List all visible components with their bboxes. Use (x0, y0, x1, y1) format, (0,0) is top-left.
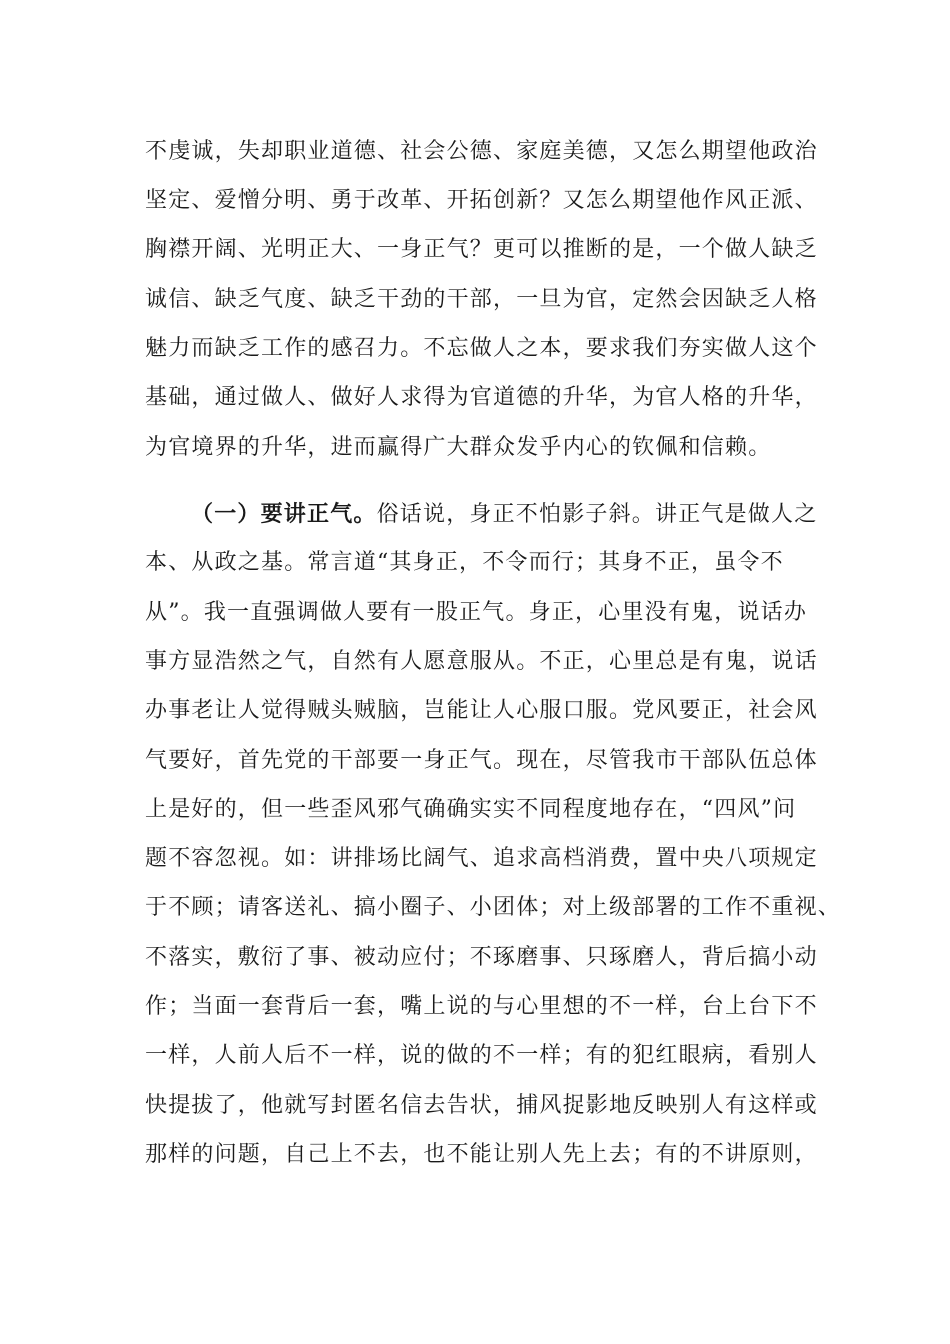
paragraph2-line-2: 本、从政之基。常言道“其身正，不令而行；其身不正，虽令不 (145, 550, 784, 575)
paragraph2-line-9: 于不顾；请客送礼、搞小圈子、小团体；对上级部署的工作不重视、 (145, 895, 842, 920)
paragraph1-line-7: 为官境界的升华，进而赢得广大群众发乎内心的钦佩和信赖。 (145, 435, 772, 460)
paragraph2-line-5: 办事老让人觉得贼头贼脑，岂能让人心服口服。党风要正，社会风 (145, 698, 818, 723)
paragraph2-line-6: 气要好，首先党的干部要一身正气。现在，尽管我市干部队伍总体 (145, 748, 818, 773)
paragraph2-line-4: 事方显浩然之气，自然有人愿意服从。不正，心里总是有鬼，说话 (145, 649, 818, 674)
paragraph2-line-1 (191, 494, 817, 534)
paragraph2-line-8: 题不容忽视。如：讲排场比阔气、追求高档消费，置中央八项规定 (145, 846, 818, 871)
paragraph1-line-1: 不虔诚，失却职业道德、社会公德、家庭美德，又怎么期望他政治 (145, 139, 818, 164)
paragraph1-line-2: 坚定、爱憎分明、勇于改革、开拓创新？又怎么期望他作风正派、 (145, 188, 818, 213)
section-heading: （一）要讲正气。 (191, 501, 377, 527)
paragraph2-line-11: 作；当面一套背后一套，嘴上说的与心里想的不一样，台上台下不 (145, 994, 818, 1019)
paragraph2-line-14: 那样的问题，自己上不去，也不能让别人先上去；有的不讲原则， (145, 1142, 818, 1167)
paragraph1-line-6: 基础，通过做人、做好人求得为官道德的升华，为官人格的升华， (145, 385, 818, 410)
paragraph2-line-1-rest: 俗话说，身正不怕影子斜。讲正气是做人之 (376, 502, 818, 527)
paragraph1-line-4: 诚信、缺乏气度、缺乏干劲的干部，一旦为官，定然会因缺乏人格 (145, 287, 818, 312)
paragraph1-line-5: 魅力而缺乏工作的感召力。不忘做人之本，要求我们夯实做人这个 (145, 336, 818, 361)
paragraph2-line-12: 一样，人前人后不一样，说的做的不一样；有的犯红眼病，看别人 (145, 1043, 818, 1068)
paragraph2-line-7: 上是好的，但一些歪风邪气确确实实不同程度地存在，“四风”问 (145, 797, 797, 822)
paragraph2-line-13: 快提拔了，他就写封匿名信去告状，捕风捉影地反映别人有这样或 (145, 1093, 818, 1118)
paragraph2-line-10: 不落实，敷衍了事、被动应付；不琢磨事、只琢磨人，背后搞小动 (145, 945, 818, 970)
paragraph2-line-3: 从”。我一直强调做人要有一股正气。身正，心里没有鬼，说话办 (145, 600, 808, 625)
paragraph1-line-3: 胸襟开阔、光明正大、一身正气？更可以推断的是，一个做人缺乏 (145, 237, 818, 262)
